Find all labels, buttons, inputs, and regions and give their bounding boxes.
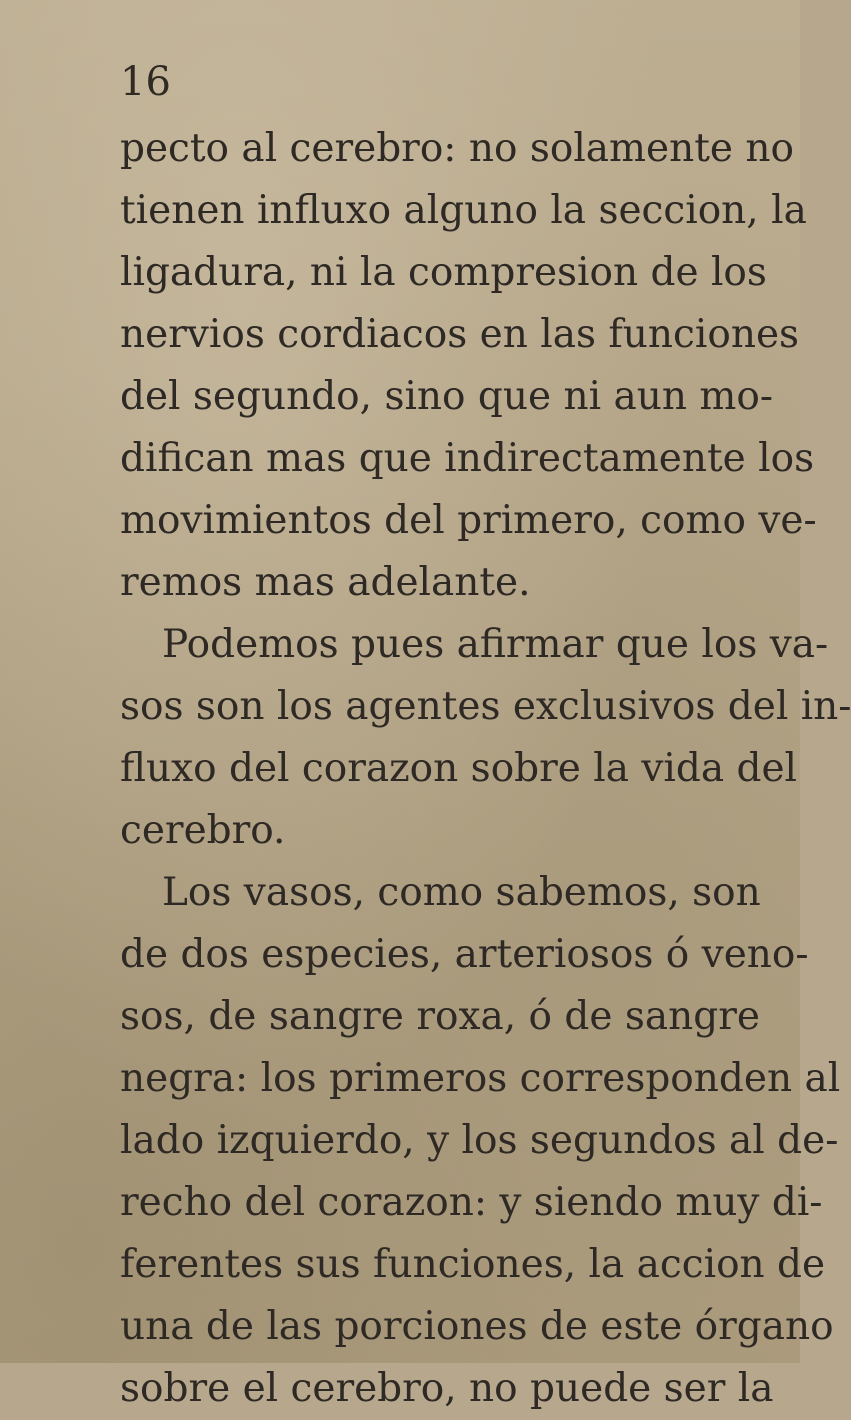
text-line: nervios cordiacos en las funciones (120, 312, 800, 357)
text-line: tienen influxo alguno la seccion, la (120, 188, 807, 233)
text-line: sos son los agentes exclusivos del in- (120, 684, 851, 729)
paragraph-start-line: Los vasos, como sabemos, son (162, 870, 761, 915)
text-line: cerebro. (120, 808, 286, 853)
text-line: sobre el cerebro, no puede ser la (120, 1366, 774, 1411)
text-line: recho del corazon: y siendo muy di- (120, 1180, 823, 1225)
text-line: difican mas que indirectamente los (120, 436, 815, 481)
text-line: movimientos del primero, como ve- (120, 498, 817, 543)
text-line: lado izquierdo, y los segundos al de- (120, 1118, 839, 1163)
text-line: remos mas adelante. (120, 560, 531, 605)
text-line: fluxo del corazon sobre la vida del (120, 746, 798, 791)
text-line: del segundo, sino que ni aun mo- (120, 374, 774, 419)
paragraph-start-line: Podemos pues afirmar que los va- (162, 622, 829, 667)
text-line: una de las porciones de este órgano (120, 1304, 834, 1349)
page-number: 16 (120, 59, 171, 105)
text-line: sos, de sangre roxa, ó de sangre (120, 994, 760, 1039)
text-line: ferentes sus funciones, la accion de (120, 1242, 826, 1287)
text-line: pecto al cerebro: no solamente no (120, 126, 794, 171)
text-line: de dos especies, arteriosos ó veno- (120, 932, 809, 977)
text-line: negra: los primeros corresponden al (120, 1056, 841, 1101)
text-line: ligadura, ni la compresion de los (120, 250, 767, 295)
